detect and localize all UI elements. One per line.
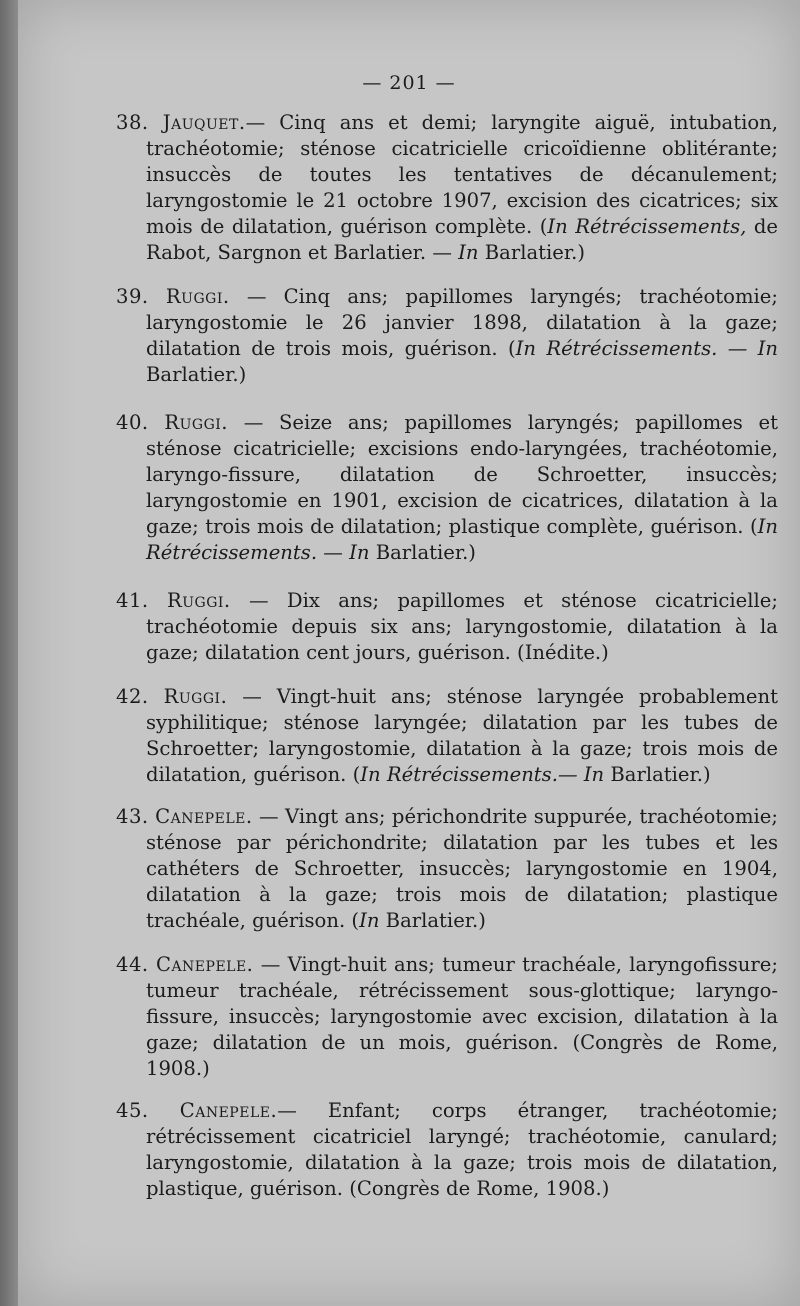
- entry-44: [116, 952, 778, 1082]
- document-page: [18, 0, 800, 1306]
- entry-text-mid: Barlatier.): [379, 909, 486, 932]
- entry-text: — Dix ans; papillomes et sténose cicatricielle; trachéotomie depuis six ans; laryngostomie, dilatation à la gaze; dilatation cent jours, guérison. (Inédite.): [146, 589, 778, 664]
- entry-number: 42.: [116, 685, 149, 708]
- entry-45: [116, 1098, 778, 1202]
- page-number: — 201 —: [362, 72, 456, 94]
- entry-text: — Seize ans; papillomes laryngés; papillomes et sténose cicatricielle; excisions endo-laryngées, trachéotomie, laryngo-fissure, dilatation de Schroetter, insuccès; laryngostomie en 1901, excision de cicatrices, dilatation à la gaze; trois mois de dilatation; plastique complète, guérison. (: [146, 411, 778, 538]
- entry-source: In Rétrécissements.— In: [360, 763, 605, 786]
- entry-text-mid: de Rabot, Sargnon et Barlatier. —: [146, 215, 778, 264]
- entry-source: In: [359, 909, 380, 932]
- entry-text-end: Barlatier.): [478, 241, 585, 264]
- scan-margin: [0, 0, 18, 1306]
- entry-38: [116, 110, 778, 266]
- entry-author: Canepele.: [179, 1099, 278, 1122]
- entry-text-mid: Barlatier.): [369, 541, 476, 564]
- entry-43: [116, 804, 778, 934]
- entry-39: [116, 284, 778, 388]
- entry-text: — Vingt-huit ans; tumeur trachéale, laryngofissure; tumeur trachéale, rétrécissement sous-glottique; laryngo-fissure, insuccès; laryngostomie avec excision, dilatation à la gaze; dilatation de un mois, guérison. (Congrès de Rome, 1908.): [146, 953, 778, 1080]
- entry-41: [116, 588, 778, 666]
- entry-42: [116, 684, 778, 788]
- entry-text: — Enfant; corps étranger, trachéotomie; rétrécissement cicatriciel laryngé; trachéotomie, canulard; laryngostomie, dilatation à la gaze; trois mois de dilatation, plastique, guérison. (Congrès de Rome, 1908.): [146, 1099, 779, 1200]
- entry-author: Ruggi.: [164, 411, 229, 434]
- entry-number: 44.: [116, 953, 149, 976]
- entry-40: [116, 410, 778, 566]
- entry-number: 43.: [116, 805, 149, 828]
- entry-author: Ruggi.: [163, 685, 228, 708]
- entry-text: — Vingt-huit ans; sténose laryngée probablement syphilitique; sténose laryngée; dilatation par les tubes de Schroetter; laryngostomie, dilatation à la gaze; trois mois de dilatation, guérison. (: [146, 685, 778, 786]
- entry-source: In Rétrécissements,: [547, 215, 747, 238]
- entry-source: In Rétrécissements. — In: [515, 337, 778, 360]
- entry-text-mid: Barlatier.): [146, 363, 247, 386]
- entry-number: 45.: [116, 1099, 149, 1122]
- entry-author: Canepele.: [155, 953, 254, 976]
- entry-author: Ruggi.: [166, 589, 231, 612]
- entry-text: — Cinq ans; papillomes laryngés; trachéotomie; laryngostomie le 26 janvier 1898, dilatation à la gaze; dilatation de trois mois, guérison. (: [146, 285, 779, 360]
- entry-text: — Cinq ans et demi; laryngite aiguë, intubation, trachéotomie; sténose cicatricielle cricoïdienne oblitérante; insuccès de toutes les tentatives de décanulement; laryngostomie le 21 octobre 1907, excision des cicatrices; six mois de dilatation, guérison complète. (: [146, 111, 778, 238]
- entry-number: 40.: [116, 411, 149, 434]
- entry-number: 39.: [116, 285, 149, 308]
- entry-author: Canepele.: [155, 805, 253, 828]
- entry-text: — Vingt ans; périchondrite suppurée, trachéotomie; sténose par périchondrite; dilatation par les tubes et les cathéters de Schroetter, insuccès; laryngostomie en 1904, dilatation à la gaze; trois mois de dilatation; plastique trachéale, guérison. (: [146, 805, 778, 932]
- entry-number: 41.: [116, 589, 149, 612]
- entry-text-mid: Barlatier.): [604, 763, 711, 786]
- entry-source: In Rétrécissements. — In: [146, 515, 778, 564]
- entry-number: 38.: [116, 111, 149, 134]
- entry-author: Jauquet.: [162, 111, 246, 134]
- entry-source-2: In: [458, 241, 479, 264]
- entry-author: Ruggi.: [165, 285, 230, 308]
